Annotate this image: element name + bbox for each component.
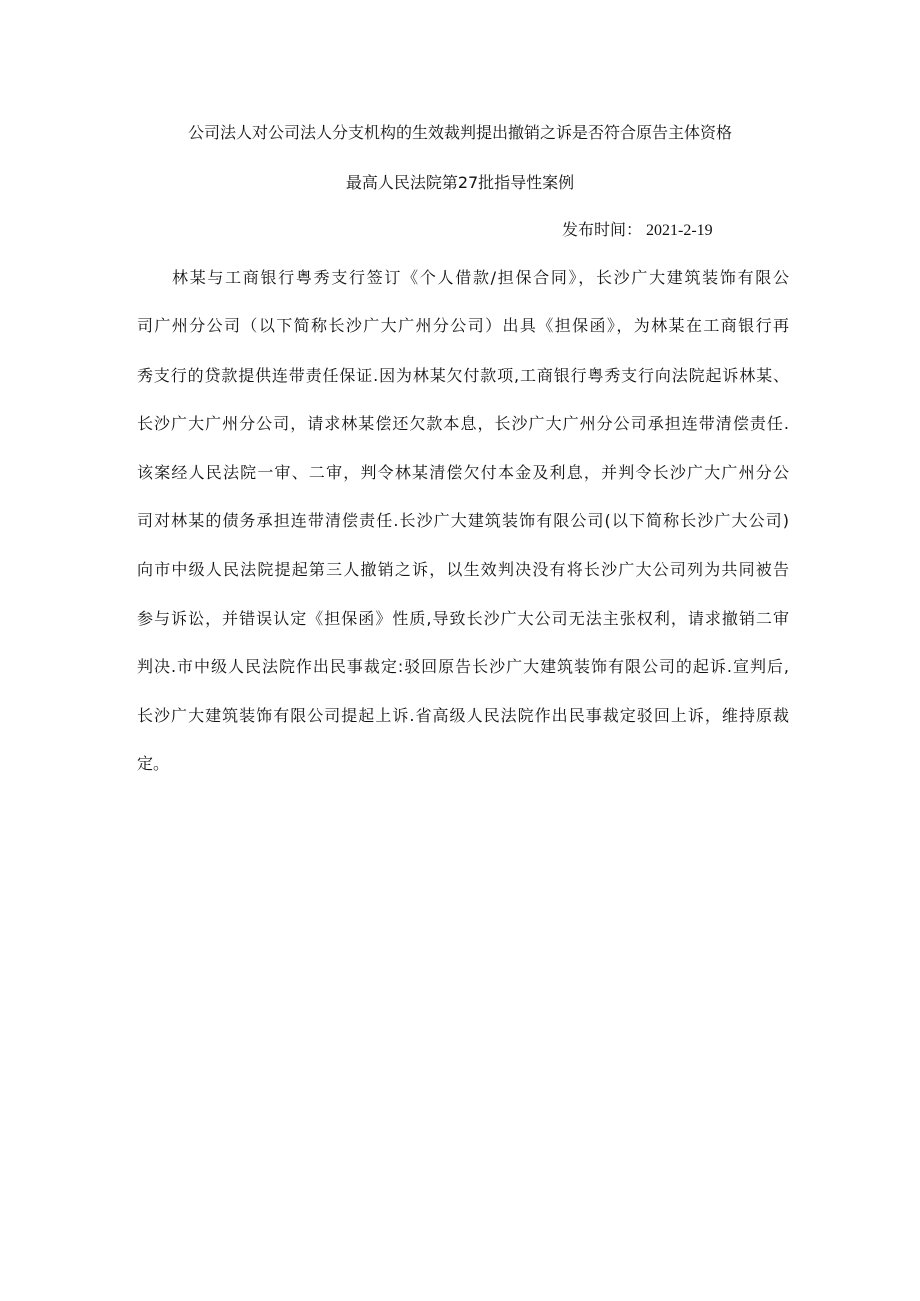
body-line: 参与诉讼，并错误认定《担保函》性质,导致长沙广大公司无法主张权利，请求撤销二审 xyxy=(137,609,789,628)
body-line: 司广州分公司（以下简称长沙广大广州分公司）出具《担保函》，为林某在工商银行再 xyxy=(137,316,789,335)
document-title: 公司法人对公司法人分支机构的生效裁判提出撤销之诉是否符合原告主体资格 xyxy=(187,123,732,142)
body-line: 长沙广大建筑装饰有限公司提起上诉.省高级人民法院作出民事裁定驳回上诉，维持原裁 xyxy=(137,706,789,725)
publish-label: 发布时间： xyxy=(562,220,643,239)
body-line: 司对林某的债务承担连带清偿责任.长沙广大建筑装饰有限公司(以下简称长沙广大公司) xyxy=(137,511,789,530)
body-line: 该案经人民法院一审、二审，判令林某清偿欠付本金及利息，并判令长沙广大广州分公 xyxy=(137,463,789,482)
body-line: 向市中级人民法院提起第三人撤销之诉，以生效判决没有将长沙广大公司列为共同被告 xyxy=(137,560,789,579)
body-line: 林某与工商银行粤秀支行签订《个人借款/担保合同》，长沙广大建筑装饰有限公 xyxy=(172,268,789,287)
body-line: 秀支行的贷款提供连带责任保证.因为林某欠付款项,工商银行粤秀支行向法院起诉林某、 xyxy=(137,366,789,385)
body-line: 长沙广大广州分公司，请求林某偿还欠款本息，长沙广大广州分公司承担连带清偿责任. xyxy=(137,414,789,433)
body-line: 判决.市中级人民法院作出民事裁定:驳回原告长沙广大建筑装饰有限公司的起诉.宣判后, xyxy=(137,657,789,676)
publish-info xyxy=(562,220,713,241)
document-subtitle: 最高人民法院第27批指导性案例 xyxy=(345,173,575,192)
body-line: 定。 xyxy=(137,754,170,773)
publish-date: 2021-2-19 xyxy=(646,222,713,239)
